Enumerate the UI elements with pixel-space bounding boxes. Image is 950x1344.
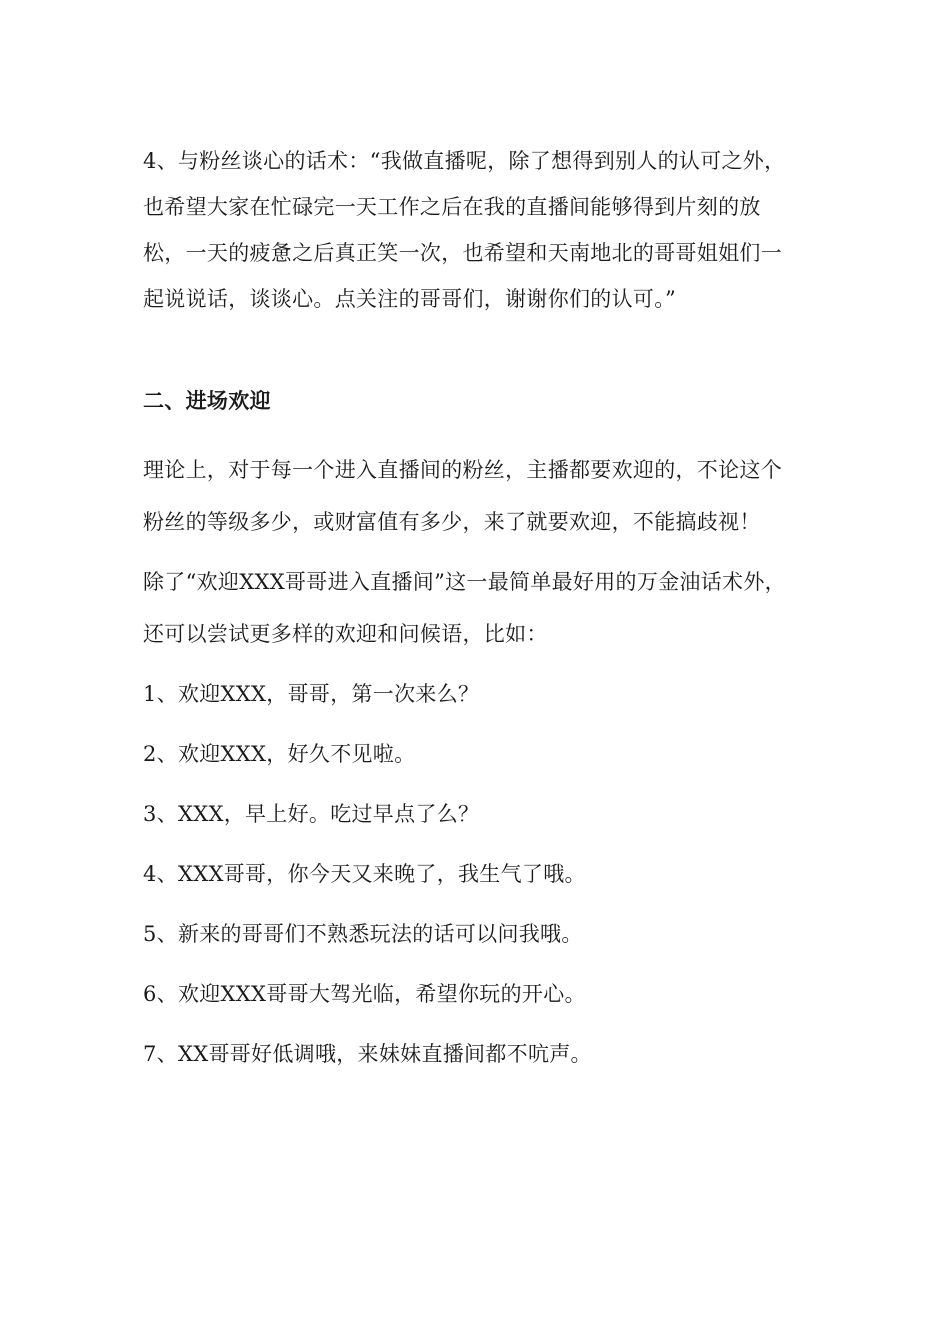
list-item-5: 5、新来的哥哥们不熟悉玩法的话可以问我哦。: [143, 922, 583, 946]
document-content: [143, 138, 803, 1080]
section-heading: 二、进场欢迎: [143, 389, 271, 413]
list-item-7: 7、XX哥哥好低调哦，来妹妹直播间都不吭声。: [143, 1042, 592, 1066]
body-paragraph-2: 除了“欢迎XXX哥哥进入直播间”这一最简单最好用的万金油话术外，还可以尝试更多样的欢迎和问候语，比如：: [143, 570, 786, 646]
list-item-6: 6、欢迎XXX哥哥大驾光临，希望你玩的开心。: [143, 982, 586, 1006]
list-item-3: 3、XXX，早上好。吃过早点了么？: [143, 802, 480, 826]
list-item-1: 1、欢迎XXX，哥哥，第一次来么？: [143, 682, 480, 706]
body-paragraph-1: 理论上，对于每一个进入直播间的粉丝，主播都要欢迎的，不论这个粉丝的等级多少，或财富值有多少，来了就要欢迎，不能搞歧视！: [143, 458, 782, 534]
list-item-4: 4、XXX哥哥，你今天又来晚了，我生气了哦。: [143, 862, 586, 886]
list-item-2: 2、欢迎XXX，好久不见啦。: [143, 742, 416, 766]
intro-paragraph: 4、与粉丝谈心的话术：“我做直播呢，除了想得到别人的认可之外，也希望大家在忙碌完一天工作之后在我的直播间能够得到片刻的放松，一天的疲惫之后真正笑一次，也希望和天南地北的哥哥姐姐们一起说说话，谈谈心。点关注的哥哥们，谢谢你们的认可。”: [143, 149, 786, 311]
